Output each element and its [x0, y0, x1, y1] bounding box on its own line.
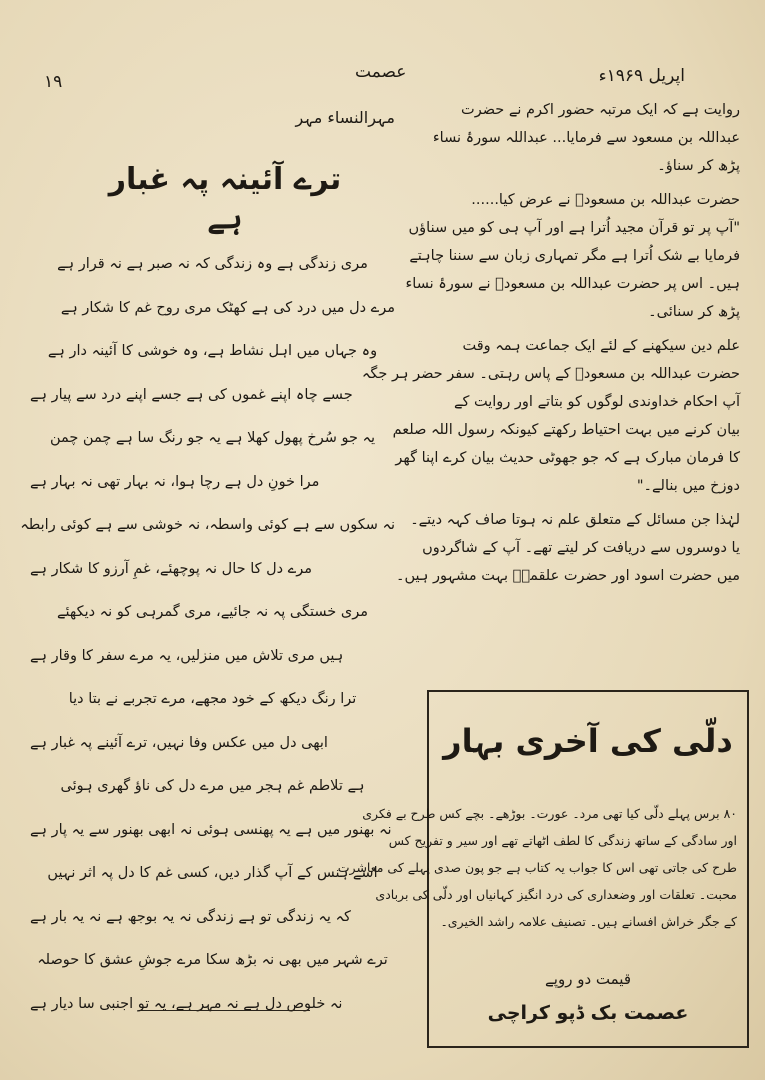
article-line: علم دین سیکھنے کے لئے ایک جماعت ہمہ وقت [462, 338, 740, 354]
verse: مرے دل کا حال نہ پوچھئے، غمِ آرزو کا شکار ہے [30, 560, 312, 577]
issue-date: اپریل ۱۹۶۹ء [598, 66, 685, 86]
verse: یہ جو سُرخ پھول کھلا ہے یہ جو رنگ سا ہے چمن چمن [49, 430, 376, 446]
ad-description [337, 800, 737, 935]
ad-publisher: عصمت بک ڈپو کراچی [487, 1002, 689, 1024]
verse: نہ سکوں سے ہے کوئی واسطہ، نہ خوشی سے ہے کوئی رابطہ [20, 517, 395, 533]
poem-title: ترے آئینہ پہ غبار ہے [108, 162, 342, 236]
verse: مرا خونِ دل ہے رچا ہوا، نہ بہار تھی نہ بہار ہے [30, 473, 320, 490]
ad-line: محبت۔ تعلقات اور وضعداری کی درد انگیز کہانیاں اور دلّی کی بربادی [375, 887, 737, 902]
poet-name: مہرالنساء مہر [295, 108, 395, 127]
article-line: حضرت عبداللہ بن مسعودؓ نے عرض کیا...... [471, 192, 740, 208]
page-number: ۱۹ [44, 72, 63, 92]
article-line: پڑھ کر سنائی۔ [648, 304, 740, 320]
article-line: "آپ پر تو قرآن مجید اُترا ہے اور آپ ہی کو میں سناؤں [408, 220, 740, 236]
article-line: روایت ہے کہ ایک مرتبہ حضور اکرم نے حضرت [461, 102, 740, 118]
verse: مرے دل میں درد کی ہے کھٹک مری روح غم کا شکار ہے [60, 299, 395, 316]
verse: وہ جہاں میں اہل نشاط ہے، وہ خوشی کا آئینہ دار ہے [47, 343, 378, 359]
verse: جسے چاہ اپنے غموں کی ہے جسے اپنے درد سے پیار ہے [30, 386, 353, 403]
article-line: پڑھ کر سناؤ۔ [657, 158, 740, 174]
ad-line: کے جگر خراش افسانے ہیں۔ تصنیف علامہ راشد الخیری۔ [440, 914, 737, 929]
article-line: ہیں۔ اس پر حضرت عبداللہ بن مسعودؓ نے سورۂ نساء [405, 276, 740, 292]
article-paragraph [395, 506, 740, 590]
verse: ترے شہر میں بھی نہ بڑھ سکا مرے جوشِ عشق کا حوصلہ [37, 952, 388, 968]
verse: ترا رنگ دیکھ کے خود مجھے، مرے تجربے نے بتا دیا [68, 691, 357, 707]
article-line: حضرت عبداللہ بن مسعودؓ کے پاس رہتی۔ سفر حضر ہر جگہ [361, 366, 740, 382]
verse: نہ بھنور میں ہے یہ پھنسی ہوئی نہ ابھی بھنور سے یہ پار ہے [30, 821, 392, 838]
page-header [0, 62, 765, 92]
end-rule [140, 1010, 310, 1011]
poem-verses [20, 243, 395, 1026]
verse: ہیں مری تلاش میں منزلیں، یہ مرے سفر کا وقار ہے [30, 647, 344, 664]
article-line: فرمایا بے شک اُترا ہے مگر تمہاری زبان سے سننا چاہتے [409, 248, 740, 264]
verse: ابھی دل میں عکس وفا نہیں، ترے آئینے پہ غبار ہے [30, 734, 328, 751]
ad-line: ۸۰ برس پہلے دلّی کیا تھی مرد۔ عورت۔ بوڑھے۔ بچے کس طرح بے فکری [362, 806, 737, 821]
article-line: دوزخ میں بنالے۔" [636, 478, 740, 494]
verse: نہ خلوص دل ہے نہ مہر ہے، یہ تو اجنبی سا دیار ہے [30, 995, 343, 1012]
verse: ہے تلاطم غم ہجر میں مرے دل کی ناؤ گھری ہوئی [60, 778, 365, 794]
book-advertisement [337, 690, 749, 1048]
magazine-name: عصمت [355, 62, 407, 82]
verse: اسے ہنس کے آپ گذار دیں، کسی غم کا دل پہ اثر نہیں [47, 865, 378, 881]
ad-line: طرح کی جاتی تھی اس کا جواب یہ کتاب ہے جو پون صدی پہلے کی معاشرت [337, 860, 737, 875]
verse: مری زندگی ہے وہ زندگی کہ نہ صبر ہے نہ قرار ہے [57, 256, 368, 272]
article-line: آپ احکام خداوندی لوگوں کو بتاتے اور روایت کے [454, 394, 740, 410]
article-line: میں حضرت اسود اور حضرت علقمہؓ بہت مشہور ہیں۔ [395, 568, 740, 584]
article-line: عبداللہ بن مسعود سے فرمایا... عبداللہ سورۂ نساء [432, 130, 740, 146]
article-paragraph [405, 186, 740, 326]
poem-column [20, 108, 395, 1048]
article-column [361, 96, 740, 686]
article-line: یا دوسروں سے دریافت کر لیتے تھے۔ آپ کے شاگردوں [422, 540, 740, 556]
ad-line: اور سادگی کے ساتھ زندگی کا لطف اٹھاتے تھے اور سیر و تفریح کس [388, 833, 737, 848]
article-paragraph [410, 96, 740, 180]
article-line: کا فرمان مبارک ہے کہ جو جھوٹی حدیث بیان کرے اپنا گھر [395, 450, 740, 466]
article-line: لہٰذا جن مسائل کے متعلق علم نہ ہوتا صاف کہہ دیتے۔ [410, 512, 740, 528]
article-line: بیان کرنے میں بہت احتیاط رکھتے کیونکہ رسول اللہ صلعم [392, 422, 740, 438]
ad-title: دلّی کی آخری بہار [443, 722, 733, 760]
verse: کہ یہ زندگی تو ہے زندگی نہ یہ بوجھ ہے نہ یہ بار ہے [30, 908, 351, 925]
verse: مری خستگی پہ نہ جائیے، مری گمرہی کو نہ دیکھئے [57, 604, 368, 620]
ad-price: قیمت دو روپے [544, 970, 631, 988]
article-paragraph [361, 332, 740, 500]
